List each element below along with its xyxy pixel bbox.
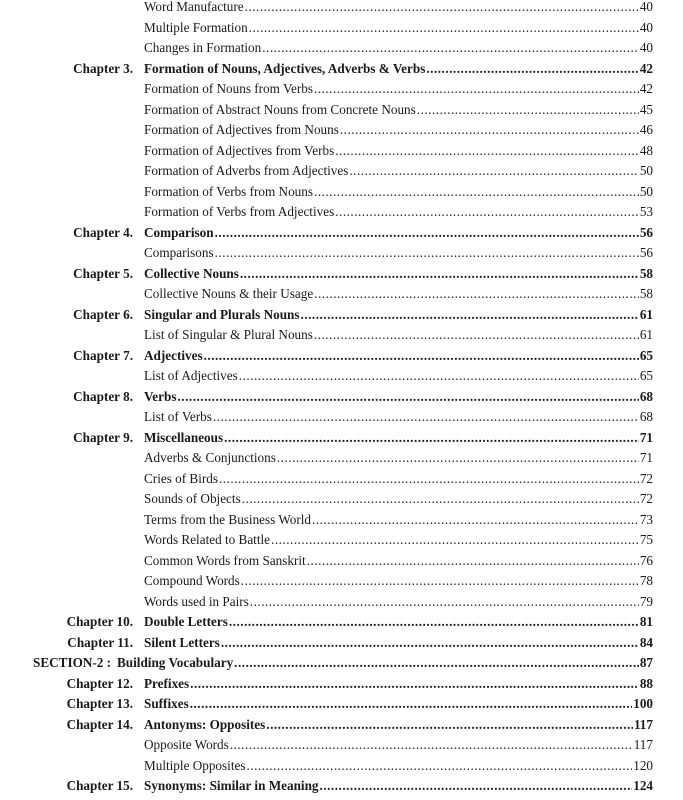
toc-section-label: SECTION-2 : [33, 655, 112, 670]
toc-subentry-row [0, 243, 683, 263]
toc-entry [144, 633, 653, 653]
dot-leader [239, 366, 639, 386]
toc-subentry-row [0, 18, 683, 38]
toc-entry [144, 469, 653, 489]
toc-subentry-row [0, 38, 683, 58]
dot-leader [229, 612, 639, 632]
toc-page-number: 124 [633, 778, 653, 793]
dot-leader [301, 305, 639, 325]
toc-page-number: 50 [639, 183, 653, 199]
toc-page-number: 42 [639, 60, 653, 76]
dot-leader [190, 674, 639, 694]
dot-leader [335, 141, 639, 161]
toc-chapter-row [0, 776, 683, 796]
toc-entry [144, 428, 653, 448]
toc-subentry-row [0, 284, 683, 304]
dot-leader [219, 469, 639, 489]
toc-entry [144, 407, 653, 427]
dot-leader [249, 18, 639, 38]
toc-entry-title: List of Singular & Plural Nouns [144, 327, 313, 342]
toc-page-number: 117 [633, 716, 653, 732]
toc-chapter-number: Chapter 6. [73, 306, 133, 322]
toc-chapter-number: Chapter 3. [73, 60, 133, 76]
toc-page-number: 100 [633, 696, 653, 711]
toc-page-number: 88 [639, 675, 653, 691]
toc-entry [144, 346, 653, 366]
toc-page-number: 53 [639, 204, 653, 219]
dot-leader [204, 346, 639, 366]
dot-leader [215, 243, 639, 263]
toc-chapter-row [0, 694, 683, 714]
toc-entry-title: Sounds of Objects [144, 491, 241, 506]
toc-entry [144, 141, 653, 161]
toc-entry-title: Verbs [144, 388, 177, 404]
toc-page-number: 56 [639, 245, 653, 260]
toc-entry-title: Terms from the Business World [144, 511, 311, 527]
toc-page-number: 75 [639, 532, 653, 547]
toc-entry [144, 756, 653, 776]
toc-page-number: 78 [639, 573, 653, 588]
toc-page-number: 61 [639, 327, 653, 342]
toc-page-number: 84 [639, 634, 653, 650]
toc-subentry-row [0, 469, 683, 489]
toc-entry [144, 284, 653, 304]
toc-chapter-row [0, 428, 683, 448]
dot-leader [230, 735, 633, 755]
dot-leader [242, 489, 639, 509]
toc-page-number: 72 [639, 470, 653, 486]
toc-entry-title: Prefixes [144, 675, 190, 691]
toc-entry [144, 592, 653, 612]
dot-leader [246, 756, 632, 776]
toc-entry-title: Opposite Words [144, 737, 229, 752]
toc-page-number: 72 [639, 491, 653, 506]
dot-leader [221, 633, 639, 653]
dot-leader [266, 715, 633, 735]
toc-chapter-number: Chapter 12. [66, 675, 133, 691]
toc-subentry-row [0, 592, 683, 612]
toc-entry-title: Changes in Formation [144, 40, 262, 55]
toc-page-number: 65 [639, 368, 653, 383]
toc-chapter-number: Chapter 10. [66, 614, 133, 629]
toc-chapter-number: Chapter 15. [66, 778, 133, 793]
toc-entry [144, 38, 653, 58]
toc-chapter-row [0, 715, 683, 735]
toc-entry-title: Singular and Plurals Nouns [144, 306, 300, 322]
toc-entry [117, 653, 653, 673]
toc-entry [144, 776, 653, 796]
toc-entry-title: Collective Nouns [144, 265, 239, 281]
dot-leader [307, 551, 639, 571]
toc-entry-title: Collective Nouns & their Usage [144, 286, 314, 301]
toc-subentry-row [0, 510, 683, 530]
toc-entry [144, 0, 653, 17]
dot-leader [417, 100, 639, 120]
toc-chapter-row [0, 59, 683, 79]
toc-entry [144, 100, 653, 120]
dot-leader [314, 325, 639, 345]
toc-page-number: 120 [633, 757, 653, 773]
dot-leader [314, 79, 639, 99]
toc-entry-title: Formation of Adjectives from Nouns [144, 122, 339, 137]
toc-entry-title: Formation of Verbs from Adjectives [144, 204, 335, 219]
toc-entry-title: Multiple Opposites [144, 757, 246, 773]
toc-entry-title: Words used in Pairs [144, 593, 249, 609]
toc-entry-title: Comparison [144, 224, 214, 240]
dot-leader [335, 202, 639, 222]
toc-entry [144, 243, 653, 263]
toc-subentry-row [0, 161, 683, 181]
toc-entry-title: Word Manufacture [144, 0, 244, 14]
toc-chapter-row [0, 387, 683, 407]
toc-page-number: 50 [639, 163, 653, 178]
toc-entry [144, 715, 653, 735]
dot-leader [340, 120, 639, 140]
toc-chapter-row [0, 264, 683, 284]
dot-leader [426, 59, 638, 79]
toc-entry-title: Building Vocabulary [117, 655, 234, 670]
dot-leader [234, 653, 639, 673]
toc-entry-title: Words Related to Battle [144, 532, 271, 547]
toc-subentry-row [0, 735, 683, 755]
toc-page-number: 40 [639, 0, 653, 14]
toc-chapter-row [0, 346, 683, 366]
toc-entry [144, 161, 653, 181]
toc-entry [144, 674, 653, 694]
toc-page-number: 56 [639, 224, 653, 240]
toc-page-number: 58 [639, 265, 653, 281]
dot-leader [190, 694, 633, 714]
toc-chapter-row [0, 653, 683, 673]
dot-leader [262, 38, 639, 58]
toc-entry [144, 387, 653, 407]
toc-entry [144, 202, 653, 222]
toc-entry-title: Formation of Adjectives from Verbs [144, 142, 335, 158]
toc-entry-title: Formation of Adverbs from Adjectives [144, 163, 349, 178]
toc-entry [144, 120, 653, 140]
toc-chapter-number: Chapter 8. [73, 388, 133, 404]
toc-entry [144, 325, 653, 345]
dot-leader [349, 161, 638, 181]
toc-subentry-row [0, 530, 683, 550]
dot-leader [271, 530, 639, 550]
toc-entry-title: List of Adjectives [144, 368, 238, 383]
toc-entry [144, 182, 653, 202]
toc-entry-title: Silent Letters [144, 634, 220, 650]
toc-subentry-row [0, 448, 683, 468]
toc-entry-title: Miscellaneous [144, 429, 224, 445]
toc-page-number: 76 [639, 552, 653, 568]
toc-page-number: 68 [639, 409, 653, 424]
toc-subentry-row [0, 79, 683, 99]
toc-chapter-number: Chapter 14. [66, 716, 133, 732]
toc-subentry-row [0, 0, 683, 17]
dot-leader [240, 264, 639, 284]
toc-entry [144, 223, 653, 243]
dot-leader [241, 571, 639, 591]
toc-entry-title: Formation of Verbs from Nouns [144, 183, 313, 199]
toc-subentry-row [0, 325, 683, 345]
toc-entry [144, 366, 653, 386]
toc-chapter-number: Chapter 5. [73, 265, 133, 281]
dot-leader [178, 387, 639, 407]
toc-entry-title: Comparisons [144, 245, 214, 260]
toc-entry [144, 264, 653, 284]
toc-page-number: 73 [639, 511, 653, 527]
dot-leader [314, 284, 639, 304]
toc-subentry-row [0, 489, 683, 509]
toc-entry [144, 694, 653, 714]
toc-subentry-row [0, 366, 683, 386]
dot-leader [312, 510, 639, 530]
toc-entry-title: Common Words from Sanskrit [144, 552, 306, 568]
toc-subentry-row [0, 756, 683, 776]
toc-page-number: 81 [639, 614, 653, 629]
dot-leader [213, 407, 639, 427]
toc-entry [144, 551, 653, 571]
toc-entry [144, 510, 653, 530]
toc-entry-title: Synonyms: Similar in Meaning [144, 778, 319, 793]
toc-entry [144, 530, 653, 550]
toc-page-number: 117 [633, 737, 653, 752]
toc-page-number: 48 [639, 142, 653, 158]
toc-entry-title: Formation of Nouns from Verbs [144, 81, 313, 96]
toc-chapter-number: Chapter 11. [67, 634, 133, 650]
toc-subentry-row [0, 100, 683, 120]
toc-entry-title: Double Letters [144, 614, 228, 629]
toc-chapter-number: Chapter 7. [73, 347, 133, 363]
toc-entry-title: Formation of Abstract Nouns from Concrete Nouns [144, 101, 416, 117]
toc-entry-title: Compound Words [144, 573, 240, 588]
toc-entry-title: Cries of Birds [144, 470, 218, 486]
toc-chapter-row [0, 674, 683, 694]
dot-leader [224, 428, 639, 448]
toc-chapter-number: Chapter 13. [66, 696, 133, 711]
dot-leader [277, 448, 639, 468]
dot-leader [314, 182, 639, 202]
toc-page-number: 79 [639, 593, 653, 609]
dot-leader [320, 776, 633, 796]
toc-entry [144, 79, 653, 99]
toc-page-number: 61 [639, 306, 653, 322]
toc-page-number: 71 [639, 450, 653, 465]
dot-leader [245, 0, 639, 17]
toc-page-number: 40 [639, 19, 653, 35]
toc-entry [144, 448, 653, 468]
toc-page-number: 45 [639, 101, 653, 117]
toc-page-number: 68 [639, 388, 653, 404]
toc-chapter-row [0, 305, 683, 325]
toc-subentry-row [0, 141, 683, 161]
toc-entry [144, 489, 653, 509]
toc-subentry-row [0, 120, 683, 140]
toc-entry [144, 18, 653, 38]
toc-subentry-row [0, 551, 683, 571]
toc-page-number: 58 [639, 286, 653, 301]
toc-page-number: 46 [639, 122, 653, 137]
toc-entry [144, 305, 653, 325]
toc-chapter-row [0, 612, 683, 632]
toc-page-number: 71 [639, 429, 653, 445]
dot-leader [250, 592, 639, 612]
toc-entry [144, 735, 653, 755]
toc-entry-title: Adjectives [144, 347, 203, 363]
toc-entry-title: Antonyms: Opposites [144, 716, 266, 732]
toc-entry [144, 571, 653, 591]
toc-chapter-row [0, 223, 683, 243]
toc-entry-title: Multiple Formation [144, 19, 248, 35]
toc-entry-title: Formation of Nouns, Adjectives, Adverbs & Verbs [144, 60, 426, 76]
toc-subentry-row [0, 407, 683, 427]
toc-entry [144, 612, 653, 632]
toc-subentry-row [0, 202, 683, 222]
toc-subentry-row [0, 571, 683, 591]
toc-page-number: 42 [639, 81, 653, 96]
toc-subentry-row [0, 182, 683, 202]
toc-entry-title: Adverbs & Conjunctions [144, 450, 276, 465]
toc-page-number: 87 [639, 655, 653, 670]
toc-entry-title: List of Verbs [144, 409, 212, 424]
toc-chapter-number: Chapter 4. [73, 224, 133, 240]
toc-chapter-number: Chapter 9. [73, 429, 133, 445]
dot-leader [215, 223, 639, 243]
toc-entry-title: Suffixes [144, 696, 189, 711]
toc-page-number: 40 [639, 40, 653, 55]
toc-entry [144, 59, 653, 79]
toc-chapter-row [0, 633, 683, 653]
toc-page-number: 65 [639, 347, 653, 363]
